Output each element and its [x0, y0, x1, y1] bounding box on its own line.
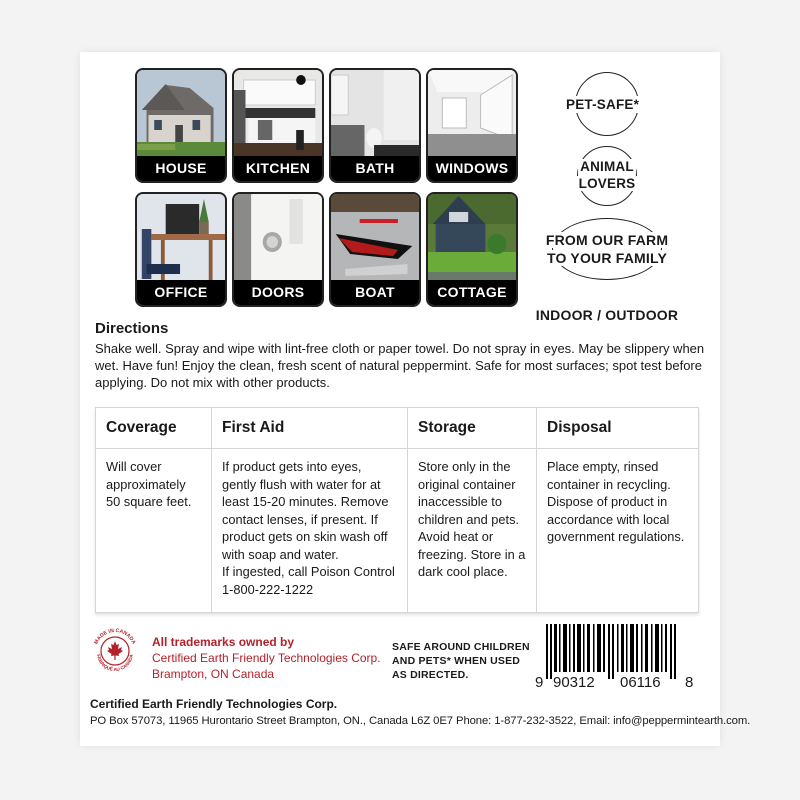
- tile-label: DOORS: [234, 280, 322, 305]
- cottage-photo-icon: [428, 194, 516, 282]
- header-coverage: Coverage: [96, 408, 212, 449]
- cell-disposal: Place empty, rinsed container in recycling. Dispose of product in accordance with local government regulations.: [537, 449, 699, 613]
- tile-label: BATH: [331, 156, 419, 181]
- tile-label: BOAT: [331, 280, 419, 305]
- bath-photo-icon: [331, 70, 419, 158]
- header-first-aid: First Aid: [212, 408, 408, 449]
- tile-label: COTTAGE: [428, 280, 516, 305]
- windows-photo-icon: [428, 70, 516, 158]
- header-disposal: Disposal: [537, 408, 699, 449]
- tile-kitchen: [232, 68, 324, 183]
- tile-label: WINDOWS: [428, 156, 516, 181]
- svg-text:MADE IN CANADA: MADE IN CANADA: [93, 627, 137, 646]
- cell-first-aid: If product gets into eyes, gently flush with water for at least 15-20 minutes. Remove contact lenses, if present. If product gets on skin wash off with soap and water. If ingested, call Poison Control 1-800-222-1222: [212, 449, 408, 613]
- tile-bath: [329, 68, 421, 183]
- tile-office: [135, 192, 227, 307]
- doors-photo-icon: [234, 194, 322, 282]
- made-in-canada-icon: [90, 626, 140, 676]
- trademark-notice: All trademarks owned by Certified Earth Friendly Technologies Corp. Brampton, ON Canada: [152, 635, 381, 681]
- header-storage: Storage: [408, 408, 537, 449]
- office-photo-icon: [137, 194, 225, 282]
- svg-text:FABRIQUÉ AU CANADA: FABRIQUÉ AU CANADA: [96, 653, 134, 673]
- tile-house: [135, 68, 227, 183]
- barcode-icon: [538, 624, 693, 679]
- boat-photo-icon: [331, 194, 419, 282]
- info-table: [95, 407, 699, 613]
- tile-cottage: [426, 192, 518, 307]
- product-label: HOUSE KITCHEN BATH WINDOWS OFFICE DOORS BOAT COTTAGE PET-SAFE* ANIMAL LOVERS FROM OUR FARM TO YOUR FAMILY INDOOR / OUTDOOR Directions Shake well. Spray and wipe with lint-free cloth or paper towel. Do not spray in eyes. May be slippery when wet. Have fun! Enjoy the clean, fresh scent of natural peppermint. Safe for most surfaces; spot test before applying. Do not mix with other products. Coverage First Aid Storage Disposal Will cover approximately 50 square feet. If product gets into eyes, gently flush with water for at least 15-20 minutes. Remove contact lenses, if present. If product gets on skin wash off with soap and water. If ingested, call Poison Control 1-800-222-1222 Store only in the original container inaccessible to children and pets. Avoid heat or freezing. Store in a dark cool place. Place empty, rinsed container in recycling. Dispose of product in accordance with local government regulations. MADE IN CANADA FABRIQUÉ AU CANADA All trademarks owned by Certified Earth Friendly Technologies Corp. Brampton, ON Canada SAFE AROUND CHILDREN AND PETS* WHEN USED AS DIRECTED. 9 90312 06116 8 Certified Earth Friendly Technologies Corp. PO Box 57073, 11965 Hurontario Street Brampton, ON., Canada L6Z 0E7 Phone: 1-877-232-3522, Email: info@peppermintearth.com.: [80, 52, 720, 746]
- feature-badges: PET-SAFE* ANIMAL LOVERS FROM OUR FARM TO YOUR FAMILY INDOOR / OUTDOOR: [520, 68, 720, 328]
- directions-heading: Directions: [95, 320, 169, 337]
- cell-storage: Store only in the original container inaccessible to children and pets. Avoid heat or freezing. Store in a dark cool place.: [408, 449, 537, 613]
- directions-text: Shake well. Spray and wipe with lint-free cloth or paper towel. Do not spray in eyes. May be slippery when wet. Have fun! Enjoy the clean, fresh scent of natural peppermint. Safe for most surfaces; spot test before applying. Do not mix with other products.: [95, 341, 705, 390]
- surface-tiles: [135, 68, 525, 313]
- house-photo-icon: [137, 70, 225, 158]
- indoor-outdoor-label: INDOOR / OUTDOOR: [535, 307, 679, 323]
- kitchen-photo-icon: [234, 70, 322, 158]
- tile-label: OFFICE: [137, 280, 225, 305]
- company-address: PO Box 57073, 11965 Hurontario Street Brampton, ON., Canada L6Z 0E7 Phone: 1-877-232-3522, Email: info@peppermintearth.com.: [90, 715, 751, 727]
- tile-label: HOUSE: [137, 156, 225, 181]
- tile-windows: [426, 68, 518, 183]
- tile-doors: [232, 192, 324, 307]
- cell-coverage: Will cover approximately 50 square feet.: [96, 449, 212, 613]
- company-name: Certified Earth Friendly Technologies Corp.: [90, 697, 338, 711]
- tile-label: KITCHEN: [234, 156, 322, 181]
- tile-boat: [329, 192, 421, 307]
- safety-notice: SAFE AROUND CHILDREN AND PETS* WHEN USED AS DIRECTED.: [392, 641, 530, 681]
